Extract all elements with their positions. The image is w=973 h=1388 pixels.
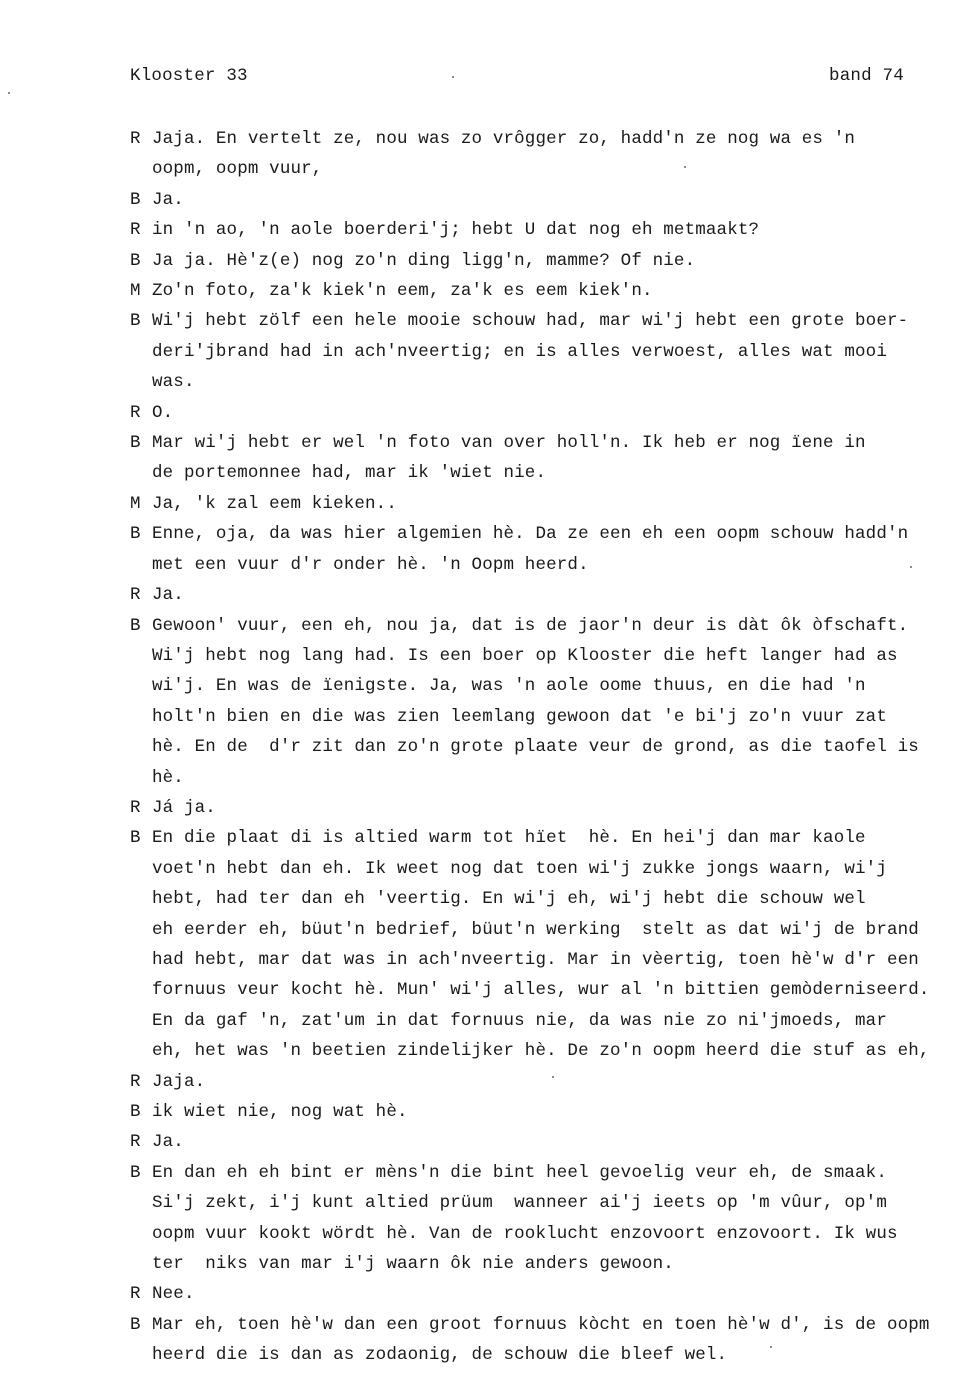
speaker-label: R [130, 1071, 141, 1092]
dialogue-turn [130, 489, 960, 519]
utterance-line: fornuus veur kocht hè. Mun' wi'j alles, wur al 'n bittien gemòderniseerd. [152, 980, 930, 1001]
speaker-label: B [130, 433, 141, 454]
utterance-line: ik wiet nie, nog wat hè. [152, 1102, 408, 1122]
utterance-line: Nee. [152, 1284, 195, 1305]
utterance-line: had hebt, mar dat was in ach'nveertig. Mar in vèertig, toen hè'w d'r een [152, 949, 919, 970]
header-title: Klooster 33 [130, 66, 248, 86]
header-band-number: band 74 [829, 66, 904, 86]
dialogue-turn [130, 519, 960, 580]
dialogue-turn [130, 1097, 960, 1127]
utterance-line: Gewoon' vuur, een eh, nou ja, dat is de jaor'n deur is dàt ôk òfschaft. [152, 615, 909, 636]
dialogue-turn [130, 185, 960, 215]
dialogue-turn [130, 398, 960, 428]
dialogue-turn [130, 215, 960, 245]
utterance-line: hebt, had ter dan eh 'veertig. En wi'j eh, wi'j hebt die schouw wel [152, 889, 866, 910]
dialogue-turn [130, 1310, 960, 1371]
speaker-label: R [130, 1284, 141, 1305]
utterance-line: Ja. [152, 585, 184, 606]
utterance-line: En dan eh eh bint er mèns'n die bint heel gevoelig veur eh, de smaak. [152, 1162, 887, 1183]
utterance-line: de portemonnee had, mar ik 'wiet nie. [152, 463, 547, 484]
dialogue-turn [130, 1067, 960, 1097]
utterance-line: Si'j zekt, i'j kunt altied prüum wanneer ai'j ieets op 'm vûur, op'm [152, 1193, 887, 1214]
utterance-line: voet'n hebt dan eh. Ik weet nog dat toen wi'j zukke jongs waarn, wi'j [152, 858, 887, 879]
speaker-label: B [130, 615, 141, 636]
utterance-line: Ja, 'k zal eem kieken.. [152, 493, 397, 514]
utterance-line: Wi'j hebt nog lang had. Is een boer op Klooster die heft langer had as [152, 645, 898, 666]
dialogue-turn [130, 276, 960, 306]
dialogue-turns [130, 124, 960, 1371]
utterance-line: oopm vuur kookt wördt hè. Van de rooklucht enzovoort enzovoort. Ik wus [152, 1223, 898, 1244]
speaker-label: B [130, 828, 141, 849]
utterance-line: Já ja. [152, 797, 216, 818]
dialogue-turn [130, 1158, 960, 1280]
dialogue-turn [130, 1279, 960, 1309]
utterance-line: Mar wi'j hebt er wel 'n foto van over holl'n. Ik heb er nog ïene in [152, 433, 866, 454]
dialogue-turn [130, 793, 960, 823]
speaker-label: R [130, 585, 141, 606]
utterance-line: met een vuur d'r onder hè. 'n Oopm heerd. [152, 554, 589, 575]
speaker-label: B [130, 1162, 141, 1183]
dialogue-turn [130, 611, 960, 793]
utterance-line: eh eerder eh, büut'n bedrief, büut'n werking stelt as dat wi'j de brand [152, 919, 919, 940]
speaker-label: B [130, 250, 141, 271]
speaker-label: R [130, 1132, 141, 1153]
dialogue-turn [130, 306, 960, 397]
utterance-line: En da gaf 'n, zat'um in dat fornuus nie, da was nie zo ni'jmoeds, mar [152, 1010, 887, 1031]
speaker-label: R [130, 220, 141, 241]
utterance-line: holt'n bien en die was zien leemlang gewoon dat 'e bi'j zo'n vuur zat [152, 706, 887, 727]
speck-mark [8, 92, 10, 94]
speck-mark [452, 76, 454, 78]
utterance-line: Zo'n foto, za'k kiek'n eem, za'k es eem kiek'n. [152, 281, 653, 302]
speaker-label: B [130, 1314, 141, 1335]
speaker-label: R [130, 402, 141, 423]
utterance-line: Ja ja. Hè'z(e) nog zo'n ding ligg'n, mamme? Of nie. [152, 250, 696, 271]
utterance-line: in 'n ao, 'n aole boerderi'j; hebt U dat nog eh metmaakt? [152, 220, 760, 241]
speaker-label: B [130, 189, 141, 210]
utterance-line: Ja. [152, 1132, 184, 1153]
utterance-line: ter niks van mar i'j waarn ôk nie anders gewoon. [152, 1254, 674, 1275]
utterance-line: En die plaat di is altied warm tot hïet hè. En hei'j dan mar kaole [152, 828, 866, 849]
speaker-label: M [130, 493, 141, 514]
utterance-line: Jaja. En vertelt ze, nou was zo vrôgger zo, hadd'n ze nog wa es 'n [152, 129, 856, 149]
utterance-line: was. [152, 372, 195, 393]
utterance-line: Enne, oja, da was hier algemien hè. Da ze een eh een oopm schouw hadd'n [152, 524, 909, 545]
utterance-line: oopm, oopm vuur, [152, 159, 323, 180]
speaker-label: B [130, 524, 141, 545]
utterance-line: hè. En de d'r zit dan zo'n grote plaate veur de grond, as die taofel is [152, 737, 919, 758]
utterance-line: deri'jbrand had in ach'nveertig; en is alles verwoest, alles wat mooi [152, 341, 887, 362]
dialogue-turn [130, 124, 960, 185]
utterance-line: O. [152, 402, 174, 423]
dialogue-turn [130, 823, 960, 1066]
dialogue-turn [130, 580, 960, 610]
utterance-line: Jaja. [152, 1071, 206, 1092]
utterance-line: hè. [152, 767, 184, 788]
utterance-line: heerd die is dan as zodaonig, de schouw die bleef wel. [152, 1345, 728, 1366]
speaker-label: B [130, 311, 141, 332]
dialogue-turn [130, 428, 960, 489]
utterance-line: Wi'j hebt zölf een hele mooie schouw had, mar wi'j hebt een grote boer- [152, 311, 909, 332]
dialogue-turn [130, 246, 960, 276]
utterance-line: Ja. [152, 189, 184, 210]
speaker-label: R [130, 129, 141, 149]
utterance-line: Mar eh, toen hè'w dan een groot fornuus kòcht en toen hè'w d', is de oopm [152, 1314, 930, 1335]
utterance-line: wi'j. En was de ïenigste. Ja, was 'n aole oome thuus, en die had 'n [152, 676, 866, 697]
speaker-label: R [130, 797, 141, 818]
speaker-label: B [130, 1102, 141, 1122]
speaker-label: M [130, 281, 141, 302]
dialogue-turn [130, 1127, 960, 1157]
utterance-line: eh, het was 'n beetien zindelijker hè. De zo'n oopm heerd die stuf as eh, [152, 1041, 930, 1062]
